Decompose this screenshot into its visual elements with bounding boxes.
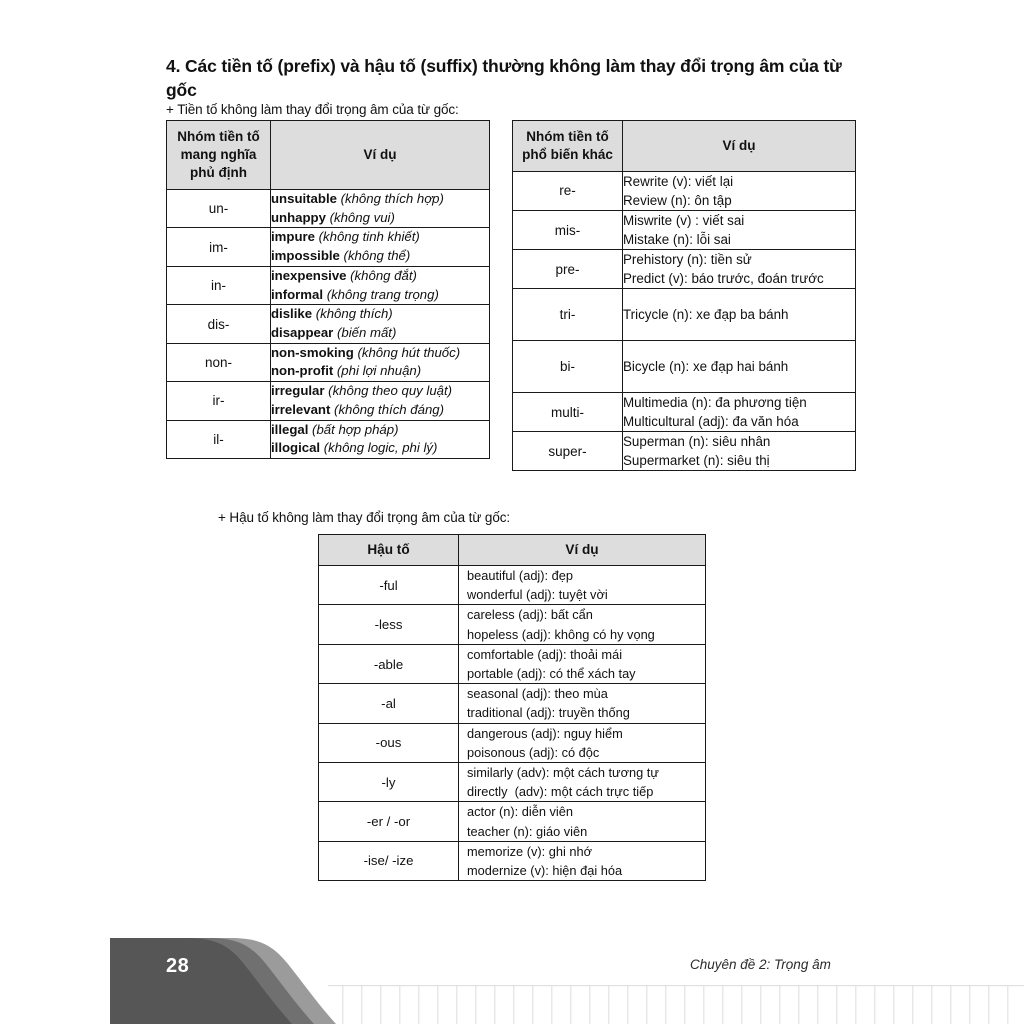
- table-negative-prefix: [166, 120, 490, 459]
- table-header-row: [167, 121, 490, 190]
- example-word: non-profit: [271, 363, 334, 379]
- example-word: unhappy: [271, 209, 326, 225]
- example-line: [271, 247, 489, 266]
- suffix-key: -able: [319, 644, 459, 683]
- table-row: [319, 644, 706, 683]
- prefix-examples: [623, 210, 856, 249]
- prefix-examples: [271, 305, 490, 343]
- table-row: [319, 684, 706, 723]
- prefix-examples: [623, 432, 856, 471]
- suffix-examples: [459, 841, 706, 880]
- column-header-example: Ví dụ: [271, 121, 490, 190]
- example-line: Miswrite (v) : viết sai: [623, 212, 745, 228]
- example-meaning: (không trang trọng): [323, 286, 439, 302]
- example-word: impure: [271, 229, 315, 245]
- example-line: Superman (n): siêu nhân: [623, 434, 771, 450]
- example-meaning: (không thể): [339, 248, 411, 264]
- prefix-examples: [271, 189, 490, 227]
- prefix-key: im-: [167, 228, 271, 266]
- example-word: irregular: [271, 383, 325, 399]
- example-meaning: (không tinh khiết): [314, 229, 420, 245]
- prefix-key: il-: [167, 420, 271, 458]
- table-row: [167, 266, 490, 304]
- footer-decoration: [0, 930, 1024, 1024]
- example-line: [271, 286, 489, 305]
- example-line: [271, 190, 489, 209]
- example-word: non-smoking: [271, 344, 354, 360]
- prefix-key: non-: [167, 343, 271, 381]
- suffix-examples: [459, 566, 706, 605]
- example-meaning: (không thích đáng): [330, 401, 445, 417]
- prefix-key: ir-: [167, 382, 271, 420]
- example-meaning: (không thích hợp): [336, 190, 444, 206]
- example-line: [271, 382, 489, 401]
- suffix-section-intro: + Hậu tố không làm thay đổi trọng âm của từ gốc:: [218, 510, 511, 525]
- example-word: irrelevant: [271, 401, 331, 417]
- suffix-examples: [459, 644, 706, 683]
- example-line: comfortable (adj): thoải mái: [467, 646, 623, 662]
- table-row: [167, 382, 490, 420]
- example-line: actor (n): diễn viên: [467, 804, 573, 820]
- example-line: [271, 209, 489, 228]
- prefix-examples: [271, 266, 490, 304]
- table-row: [319, 605, 706, 644]
- table-row: [319, 841, 706, 880]
- suffix-examples: [459, 762, 706, 801]
- example-meaning: (không hút thuốc): [353, 344, 461, 360]
- suffix-examples: [459, 605, 706, 644]
- example-line: Mistake (n): lỗi sai: [623, 232, 731, 247]
- prefix-examples: [623, 250, 856, 289]
- column-header-suffix: Hậu tố: [319, 535, 459, 566]
- example-line: [271, 267, 489, 286]
- example-line: Prehistory (n): tiền sử: [623, 252, 752, 268]
- example-line: [271, 401, 489, 420]
- footer-stripes-topline: [328, 985, 1024, 986]
- table-row: [167, 420, 490, 458]
- footer-caption: Chuyên đề 2: Trọng âm: [690, 957, 831, 972]
- column-header-example: Ví dụ: [459, 535, 706, 566]
- table-row: [513, 432, 856, 471]
- example-line: teacher (n): giáo viên: [467, 823, 588, 839]
- suffix-key: -ous: [319, 723, 459, 762]
- example-line: Tricycle (n): xe đạp ba bánh: [623, 307, 789, 323]
- table-suffix: [318, 534, 706, 881]
- prefix-examples: [271, 382, 490, 420]
- prefix-key: un-: [167, 189, 271, 227]
- suffix-key: -ly: [319, 762, 459, 801]
- example-line: Review (n): ôn tập: [623, 192, 732, 208]
- table-row: [167, 228, 490, 266]
- prefix-section-intro: + Tiền tố không làm thay đổi trọng âm của từ gốc:: [166, 102, 459, 117]
- prefix-key: dis-: [167, 305, 271, 343]
- example-word: illegal: [271, 421, 309, 437]
- example-line: [271, 228, 489, 247]
- example-line: memorize (v): ghi nhớ: [467, 843, 593, 859]
- column-header-example: Ví dụ: [623, 121, 856, 172]
- table-header-row: [513, 121, 856, 172]
- example-line: Multicultural (adj): đa văn hóa: [623, 414, 799, 430]
- column-header-prefix-group: Nhóm tiền tố mang nghĩa phủ định: [167, 121, 271, 190]
- prefix-key: re-: [513, 171, 623, 210]
- example-meaning: (không vui): [325, 209, 395, 225]
- example-line: Bicycle (n): xe đạp hai bánh: [623, 359, 789, 375]
- example-line: dangerous (adj): nguy hiểm: [467, 725, 623, 741]
- example-line: [271, 362, 489, 381]
- example-word: dislike: [271, 306, 313, 322]
- example-line: poisonous (adj): có độc: [467, 744, 600, 760]
- example-meaning: (biến mất): [333, 325, 397, 340]
- table-header-row: [319, 535, 706, 566]
- example-line: traditional (adj): truyền thống: [467, 705, 630, 721]
- suffix-examples: [459, 723, 706, 762]
- example-meaning: (không theo quy luật): [324, 383, 453, 399]
- suffix-key: -er / -or: [319, 802, 459, 841]
- prefix-key: tri-: [513, 289, 623, 341]
- table-row: [319, 802, 706, 841]
- example-meaning: (bất hợp pháp): [308, 421, 399, 437]
- prefix-examples: [271, 228, 490, 266]
- example-word: impossible: [271, 248, 340, 264]
- example-meaning: (phi lợi nhuận): [333, 363, 422, 379]
- example-line: directly (adv): một cách trực tiếp: [467, 784, 654, 800]
- example-meaning: (không đắt): [346, 267, 417, 283]
- example-line: Supermarket (n): siêu thị: [623, 453, 770, 469]
- example-line: modernize (v): hiện đại hóa: [467, 862, 623, 878]
- example-line: Rewrite (v): viết lại: [623, 173, 734, 189]
- table-row: [319, 566, 706, 605]
- prefix-key: super-: [513, 432, 623, 471]
- suffix-key: -ful: [319, 566, 459, 605]
- page-footer: [0, 930, 1024, 1024]
- example-word: inexpensive: [271, 267, 347, 283]
- suffix-examples: [459, 802, 706, 841]
- example-line: similarly (adv): một cách tương tự: [467, 764, 659, 780]
- suffix-examples: [459, 684, 706, 723]
- table-common-prefix: [512, 120, 856, 471]
- example-line: hopeless (adj): không có hy vọng: [467, 626, 655, 642]
- example-line: Predict (v): báo trước, đoán trước: [623, 271, 824, 287]
- prefix-examples: [623, 341, 856, 393]
- table-row: [319, 762, 706, 801]
- example-line: Multimedia (n): đa phương tiện: [623, 395, 807, 411]
- prefix-examples: [623, 393, 856, 432]
- prefix-key: pre-: [513, 250, 623, 289]
- example-line: beautiful (adj): đẹp: [467, 568, 573, 584]
- example-line: careless (adj): bất cẩn: [467, 607, 593, 623]
- table-row: [167, 305, 490, 343]
- prefix-examples: [271, 343, 490, 381]
- example-word: informal: [271, 286, 324, 302]
- suffix-key: -ise/ -ize: [319, 841, 459, 880]
- prefix-examples: [271, 420, 490, 458]
- example-meaning: (không thích): [312, 306, 393, 322]
- table-row: [167, 343, 490, 381]
- prefix-key: bi-: [513, 341, 623, 393]
- prefix-key: mis-: [513, 210, 623, 249]
- footer-stripes: [328, 985, 1024, 1024]
- example-line: [271, 344, 489, 363]
- table-row: [513, 210, 856, 249]
- example-line: [271, 439, 489, 458]
- page-number: 28: [166, 955, 190, 977]
- column-header-prefix-group: Nhóm tiền tố phổ biến khác: [513, 121, 623, 172]
- example-line: portable (adj): có thể xách tay: [467, 666, 636, 682]
- suffix-key: -less: [319, 605, 459, 644]
- table-row: [167, 189, 490, 227]
- table-row: [513, 250, 856, 289]
- prefix-key: multi-: [513, 393, 623, 432]
- example-line: seasonal (adj): theo mùa: [467, 686, 608, 702]
- prefix-examples: [623, 171, 856, 210]
- example-line: [271, 324, 489, 343]
- table-row: [513, 393, 856, 432]
- example-line: wonderful (adj): tuyệt vời: [467, 587, 608, 603]
- table-row: [513, 341, 856, 393]
- example-meaning: (không logic, phi lý): [320, 440, 438, 456]
- table-row: [513, 289, 856, 341]
- table-row: [513, 171, 856, 210]
- example-word: unsuitable: [271, 190, 337, 206]
- prefix-key: in-: [167, 266, 271, 304]
- example-line: [271, 421, 489, 440]
- suffix-key: -al: [319, 684, 459, 723]
- example-word: disappear: [271, 325, 334, 340]
- table-row: [319, 723, 706, 762]
- prefix-examples: [623, 289, 856, 341]
- example-line: [271, 305, 489, 324]
- page-title: 4. Các tiền tố (prefix) và hậu tố (suffix) thường không làm thay đổi trọng âm của từ gốc: [166, 55, 842, 100]
- example-word: illogical: [271, 440, 321, 456]
